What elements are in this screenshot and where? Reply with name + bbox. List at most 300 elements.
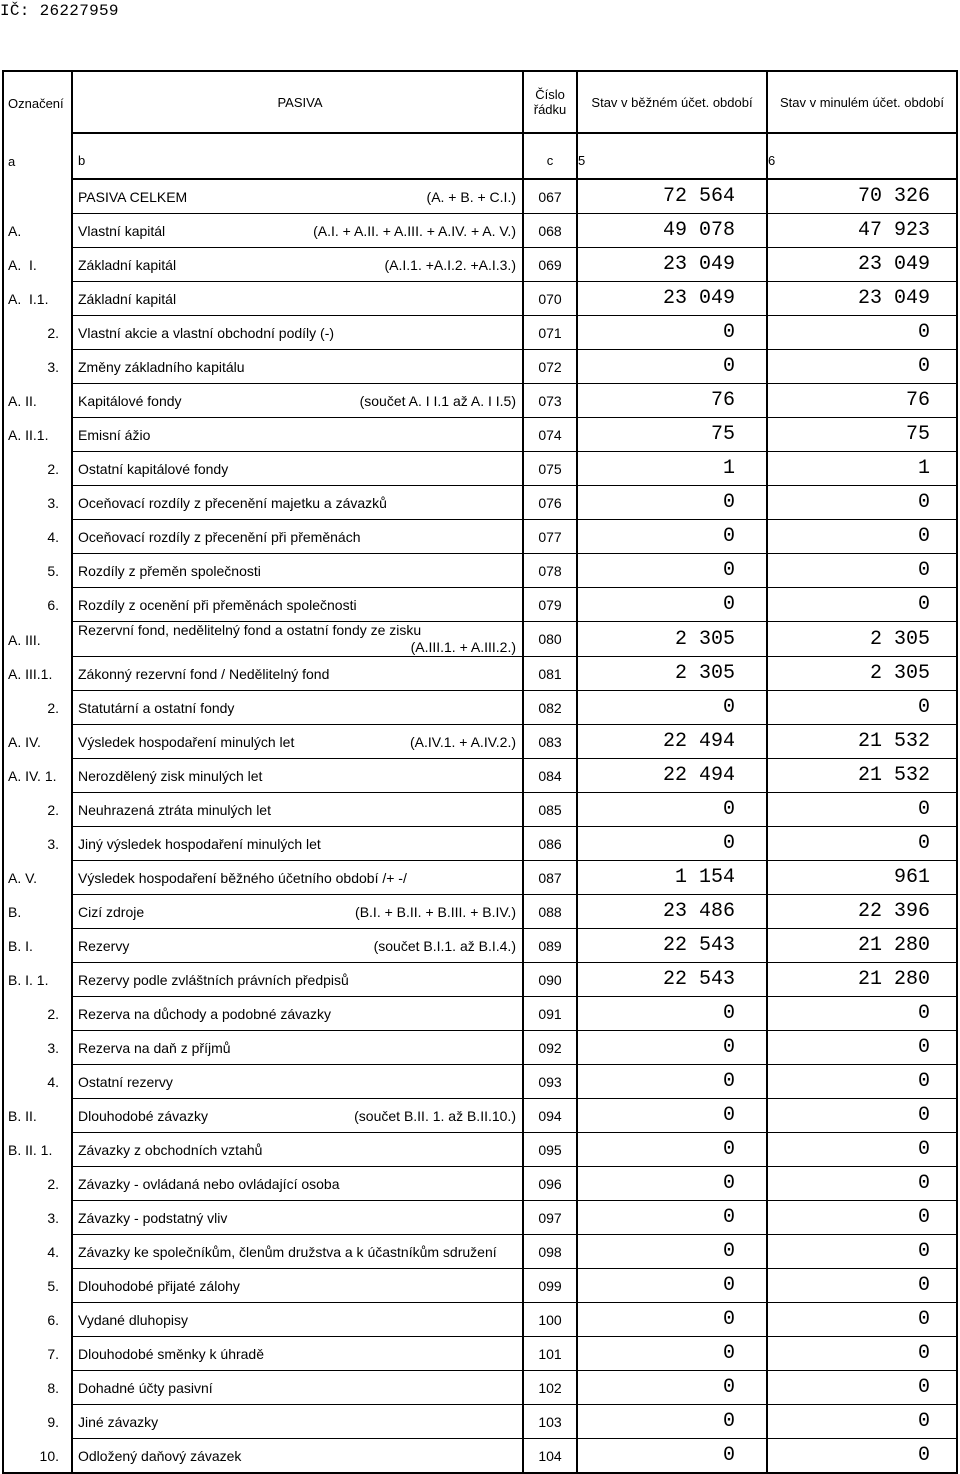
row-oznaceni: 10. [2, 1439, 71, 1474]
row-previous-period-cell [766, 384, 958, 418]
row-description [71, 1099, 522, 1133]
row-previous-period-cell [766, 1235, 958, 1269]
row-current-period-value: 0 [722, 1376, 735, 1399]
row-text: Dlouhodobé závazky [78, 1107, 208, 1124]
row-description [71, 180, 522, 214]
row-current-period-cell [576, 452, 766, 486]
table-row [2, 1133, 958, 1167]
row-previous-period-cell [766, 793, 958, 827]
row-number: 070 [522, 282, 576, 316]
row-current-period-value: 1 [722, 457, 735, 480]
row-current-period-value: 23 486 [662, 900, 735, 923]
row-current-period-cell [576, 520, 766, 554]
row-previous-period-value: 22 396 [857, 900, 930, 923]
row-previous-period-cell [766, 1065, 958, 1099]
row-text: Ostatní rezervy [78, 1073, 173, 1090]
row-previous-period-cell [766, 520, 958, 554]
row-description [71, 1167, 522, 1201]
row-previous-period-value: 0 [917, 1376, 930, 1399]
row-oznaceni: A. III. [2, 622, 71, 657]
row-current-period-value: 0 [722, 1206, 735, 1229]
row-previous-period-cell [766, 622, 958, 657]
row-number: 081 [522, 657, 576, 691]
row-previous-period-cell [766, 759, 958, 793]
row-number: 092 [522, 1031, 576, 1065]
row-number: 072 [522, 350, 576, 384]
table-row [2, 520, 958, 554]
row-previous-period-value: 0 [917, 1444, 930, 1467]
table-row [2, 1099, 958, 1133]
row-text: Závazky - podstatný vliv [78, 1209, 228, 1226]
row-oznaceni: 2. [2, 691, 71, 725]
row-current-period-value: 0 [722, 593, 735, 616]
table-row [2, 248, 958, 282]
row-current-period-value: 0 [722, 1002, 735, 1025]
row-oznaceni: 3. [2, 1031, 71, 1065]
row-text: Odložený daňový závazek [78, 1447, 242, 1464]
row-oznaceni: 2. [2, 452, 71, 486]
row-description [71, 895, 522, 929]
row-current-period-cell [576, 350, 766, 384]
row-number: 078 [522, 554, 576, 588]
row-current-period-value: 0 [722, 355, 735, 378]
row-previous-period-cell [766, 1133, 958, 1167]
row-previous-period-cell [766, 1303, 958, 1337]
row-previous-period-cell [766, 691, 958, 725]
row-previous-period-value: 0 [917, 1104, 930, 1127]
row-text: Rozdíly z přeměn společnosti [78, 562, 261, 579]
header-stav-minule: Stav v minulém účet. období [766, 70, 958, 134]
row-previous-period-cell [766, 861, 958, 895]
row-current-period-value: 0 [722, 559, 735, 582]
row-text: Vlastní kapitál [78, 222, 166, 239]
row-oznaceni: 2. [2, 316, 71, 350]
row-text: Závazky ke společníkům, členům družstva a k účastníkům sdružení [78, 1243, 497, 1260]
subheader-5: 5 [576, 134, 766, 180]
row-oznaceni: 6. [2, 1303, 71, 1337]
row-previous-period-value: 0 [917, 491, 930, 514]
row-current-period-value: 0 [722, 1070, 735, 1093]
row-current-period-cell [576, 180, 766, 214]
row-previous-period-cell [766, 452, 958, 486]
row-current-period-cell [576, 418, 766, 452]
row-current-period-cell [576, 1133, 766, 1167]
row-description [71, 1337, 522, 1371]
row-description [71, 1371, 522, 1405]
table-row [2, 793, 958, 827]
table-row [2, 963, 958, 997]
row-formula: (A.I.1. +A.I.2. +A.I.3.) [384, 256, 516, 273]
row-previous-period-value: 47 923 [857, 219, 930, 242]
row-previous-period-cell [766, 1405, 958, 1439]
row-current-period-cell [576, 316, 766, 350]
row-number: 075 [522, 452, 576, 486]
table-row [2, 1235, 958, 1269]
row-text: Vlastní akcie a vlastní obchodní podíly (-) [78, 324, 335, 341]
row-text: Zákonný rezervní fond / Nedělitelný fond [78, 665, 330, 682]
row-description [71, 861, 522, 895]
row-current-period-value: 22 494 [662, 730, 735, 753]
header-stav-bezne: Stav v běžném účet. období [576, 70, 766, 134]
row-text: Jiné závazky [78, 1413, 159, 1430]
row-text: Rezerva na daň z příjmů [78, 1039, 231, 1056]
row-previous-period-cell [766, 963, 958, 997]
row-number: 088 [522, 895, 576, 929]
row-current-period-cell [576, 1337, 766, 1371]
row-previous-period-value: 0 [917, 1002, 930, 1025]
row-description [71, 827, 522, 861]
table-row [2, 486, 958, 520]
row-oznaceni: 4. [2, 520, 71, 554]
table-row [2, 316, 958, 350]
row-current-period-value: 0 [722, 1240, 735, 1263]
row-previous-period-value: 0 [917, 1410, 930, 1433]
row-number: 095 [522, 1133, 576, 1167]
row-oznaceni: A. V. [2, 861, 71, 895]
row-description [71, 997, 522, 1031]
row-description [71, 1201, 522, 1235]
table-row [2, 759, 958, 793]
row-oznaceni: A. II. [2, 384, 71, 418]
row-previous-period-value: 0 [917, 355, 930, 378]
table-row [2, 452, 958, 486]
row-current-period-cell [576, 1235, 766, 1269]
row-current-period-cell [576, 1201, 766, 1235]
row-previous-period-cell [766, 1201, 958, 1235]
row-description [71, 793, 522, 827]
table-row [2, 997, 958, 1031]
row-current-period-cell [576, 384, 766, 418]
row-number: 080 [522, 622, 576, 657]
row-previous-period-cell [766, 827, 958, 861]
row-text: Statutární a ostatní fondy [78, 699, 235, 716]
row-previous-period-cell [766, 895, 958, 929]
row-current-period-cell [576, 1371, 766, 1405]
table-row [2, 1439, 958, 1474]
row-description [71, 691, 522, 725]
row-text: Základní kapitál [78, 256, 177, 273]
row-description [71, 486, 522, 520]
row-oznaceni: B. II. 1. [2, 1133, 71, 1167]
row-previous-period-cell [766, 554, 958, 588]
row-previous-period-value: 0 [917, 1138, 930, 1161]
row-previous-period-value: 21 280 [857, 934, 930, 957]
row-text: Ostatní kapitálové fondy [78, 460, 229, 477]
row-current-period-cell [576, 1065, 766, 1099]
row-current-period-value: 1 154 [674, 866, 735, 889]
row-oznaceni: 5. [2, 554, 71, 588]
row-current-period-value: 0 [722, 1308, 735, 1331]
row-previous-period-cell [766, 418, 958, 452]
row-current-period-value: 49 078 [662, 219, 735, 242]
row-text: Jiný výsledek hospodaření minulých let [78, 835, 321, 852]
table-row [2, 350, 958, 384]
table-row [2, 1065, 958, 1099]
row-text: Dohadné účty pasivní [78, 1379, 213, 1396]
table-row [2, 1371, 958, 1405]
row-previous-period-value: 0 [917, 593, 930, 616]
row-current-period-cell [576, 1031, 766, 1065]
row-current-period-cell [576, 554, 766, 588]
row-number: 077 [522, 520, 576, 554]
row-description [71, 622, 522, 657]
row-current-period-cell [576, 486, 766, 520]
row-current-period-cell [576, 1099, 766, 1133]
row-previous-period-cell [766, 214, 958, 248]
row-previous-period-cell [766, 1031, 958, 1065]
row-previous-period-value: 70 326 [857, 185, 930, 208]
row-number: 093 [522, 1065, 576, 1099]
row-previous-period-cell [766, 282, 958, 316]
row-description [71, 316, 522, 350]
row-number: 089 [522, 929, 576, 963]
row-oznaceni: B. I. [2, 929, 71, 963]
row-number: 102 [522, 1371, 576, 1405]
row-number: 082 [522, 691, 576, 725]
row-previous-period-cell [766, 997, 958, 1031]
row-text: PASIVA CELKEM [78, 188, 188, 205]
table-row [2, 1303, 958, 1337]
row-description [71, 350, 522, 384]
row-current-period-value: 22 543 [662, 934, 735, 957]
row-number: 104 [522, 1439, 576, 1474]
table-row [2, 1201, 958, 1235]
row-current-period-cell [576, 1303, 766, 1337]
row-number: 085 [522, 793, 576, 827]
table-row [2, 1031, 958, 1065]
row-description [71, 1303, 522, 1337]
row-previous-period-value: 1 [917, 457, 930, 480]
row-number: 103 [522, 1405, 576, 1439]
row-oznaceni: 3. [2, 486, 71, 520]
row-description [71, 725, 522, 759]
row-description [71, 929, 522, 963]
row-formula: (B.I. + B.II. + B.III. + B.IV.) [355, 903, 516, 920]
header-oznaceni: Označení [2, 70, 71, 134]
row-text: Kapitálové fondy [78, 392, 182, 409]
table-row [2, 1337, 958, 1371]
row-current-period-value: 0 [722, 321, 735, 344]
row-current-period-value: 0 [722, 798, 735, 821]
row-number: 086 [522, 827, 576, 861]
row-previous-period-value: 0 [917, 832, 930, 855]
row-current-period-value: 0 [722, 1172, 735, 1195]
row-number: 091 [522, 997, 576, 1031]
row-formula: (součet B.I.1. až B.I.4.) [373, 937, 516, 954]
row-current-period-cell [576, 1167, 766, 1201]
row-current-period-value: 0 [722, 1274, 735, 1297]
row-description [71, 282, 522, 316]
row-description [71, 214, 522, 248]
row-current-period-cell [576, 861, 766, 895]
table-subheader-row [2, 134, 958, 180]
row-text: Vydané dluhopisy [78, 1311, 189, 1328]
row-number: 097 [522, 1201, 576, 1235]
row-oznaceni: A. IV. 1. [2, 759, 71, 793]
row-description [71, 554, 522, 588]
row-current-period-cell [576, 1439, 766, 1474]
row-previous-period-value: 0 [917, 1172, 930, 1195]
row-text: Rozdíly z ocenění při přeměnách společnosti [78, 596, 357, 613]
row-text: Dlouhodobé přijaté zálohy [78, 1277, 240, 1294]
row-number: 071 [522, 316, 576, 350]
row-description [71, 1133, 522, 1167]
row-current-period-value: 76 [710, 389, 735, 412]
row-number: 087 [522, 861, 576, 895]
row-previous-period-value: 0 [917, 1308, 930, 1331]
row-previous-period-cell [766, 486, 958, 520]
row-current-period-value: 0 [722, 1138, 735, 1161]
row-previous-period-cell [766, 180, 958, 214]
table-row [2, 180, 958, 214]
row-text: Oceňovací rozdíly z přecenění majetku a závazků [78, 494, 387, 511]
table-row [2, 384, 958, 418]
row-current-period-value: 0 [722, 525, 735, 548]
header-cislo-radku: Číslo řádku [522, 70, 576, 134]
row-previous-period-cell [766, 725, 958, 759]
row-description [71, 1065, 522, 1099]
row-previous-period-cell [766, 1439, 958, 1474]
row-number: 079 [522, 588, 576, 622]
row-current-period-value: 23 049 [662, 287, 735, 310]
row-previous-period-value: 0 [917, 559, 930, 582]
row-previous-period-cell [766, 657, 958, 691]
row-number: 074 [522, 418, 576, 452]
row-text: Oceňovací rozdíly z přecenění při přeměnách [78, 528, 361, 545]
row-oznaceni: A. IV. [2, 725, 71, 759]
row-text: Rezervy [78, 937, 130, 954]
row-oznaceni: 8. [2, 1371, 71, 1405]
row-text: Cizí zdroje [78, 903, 145, 920]
row-previous-period-value: 21 280 [857, 968, 930, 991]
row-current-period-cell [576, 282, 766, 316]
row-previous-period-value: 0 [917, 1240, 930, 1263]
row-number: 067 [522, 180, 576, 214]
row-current-period-cell [576, 214, 766, 248]
row-description [71, 1235, 522, 1269]
row-previous-period-value: 21 532 [857, 764, 930, 787]
row-current-period-value: 22 494 [662, 764, 735, 787]
row-previous-period-value: 0 [917, 525, 930, 548]
row-current-period-cell [576, 827, 766, 861]
row-formula: (A.I. + A.II. + A.III. + A.IV. + A. V.) [313, 222, 516, 239]
row-text: Dlouhodobé směnky k úhradě [78, 1345, 265, 1362]
row-current-period-cell [576, 1269, 766, 1303]
row-oznaceni [2, 180, 71, 214]
table-row [2, 1269, 958, 1303]
row-previous-period-cell [766, 588, 958, 622]
row-current-period-value: 0 [722, 696, 735, 719]
row-oznaceni: 3. [2, 827, 71, 861]
table-row [2, 691, 958, 725]
table-row [2, 1405, 958, 1439]
table-row [2, 861, 958, 895]
row-description [71, 1439, 522, 1474]
row-oznaceni: 3. [2, 350, 71, 384]
row-oznaceni: B. [2, 895, 71, 929]
table-row [2, 895, 958, 929]
row-number: 083 [522, 725, 576, 759]
row-oznaceni: 7. [2, 1337, 71, 1371]
row-description [71, 384, 522, 418]
row-number: 094 [522, 1099, 576, 1133]
row-formula: (A.III.1. + A.III.2.) [410, 639, 516, 655]
row-oznaceni: 6. [2, 588, 71, 622]
row-current-period-cell [576, 657, 766, 691]
subheader-6: 6 [766, 134, 958, 180]
row-current-period-value: 2 305 [674, 662, 735, 685]
row-description [71, 588, 522, 622]
row-text: Rezervy podle zvláštních právních předpisů [78, 971, 349, 988]
row-text: Závazky - ovládaná nebo ovládající osoba [78, 1175, 340, 1192]
row-previous-period-cell [766, 1371, 958, 1405]
row-oznaceni: 2. [2, 997, 71, 1031]
row-formula: (součet B.II. 1. až B.II.10.) [354, 1107, 516, 1124]
row-previous-period-value: 23 049 [857, 253, 930, 276]
row-previous-period-value: 2 305 [869, 662, 930, 685]
row-description [71, 963, 522, 997]
row-current-period-cell [576, 895, 766, 929]
row-number: 101 [522, 1337, 576, 1371]
table-row [2, 554, 958, 588]
row-current-period-cell [576, 759, 766, 793]
row-oznaceni: 2. [2, 793, 71, 827]
row-current-period-cell [576, 248, 766, 282]
row-previous-period-value: 2 305 [869, 627, 930, 651]
row-current-period-cell [576, 793, 766, 827]
row-description [71, 1031, 522, 1065]
row-previous-period-value: 0 [917, 798, 930, 821]
header-pasiva: PASIVA [71, 70, 522, 134]
row-previous-period-value: 23 049 [857, 287, 930, 310]
row-oznaceni: 4. [2, 1065, 71, 1099]
row-current-period-cell [576, 1405, 766, 1439]
row-current-period-value: 0 [722, 1410, 735, 1433]
row-previous-period-value: 0 [917, 1342, 930, 1365]
row-description [71, 520, 522, 554]
row-oznaceni: 3. [2, 1201, 71, 1235]
row-previous-period-cell [766, 929, 958, 963]
row-formula: (A. + B. + C.I.) [426, 188, 516, 205]
row-current-period-value: 0 [722, 832, 735, 855]
row-current-period-value: 0 [722, 491, 735, 514]
subheader-b: b [71, 134, 522, 180]
row-previous-period-value: 0 [917, 321, 930, 344]
row-number: 084 [522, 759, 576, 793]
row-current-period-cell [576, 588, 766, 622]
table-body [2, 180, 958, 1474]
table-row [2, 725, 958, 759]
row-number: 068 [522, 214, 576, 248]
subheader-c: c [522, 134, 576, 180]
table-row [2, 622, 958, 657]
row-text: Neuhrazená ztráta minulých let [78, 801, 271, 818]
row-current-period-cell [576, 963, 766, 997]
row-number: 098 [522, 1235, 576, 1269]
row-text: Základní kapitál [78, 290, 177, 307]
row-description [71, 759, 522, 793]
row-current-period-value: 0 [722, 1104, 735, 1127]
row-current-period-value: 2 305 [674, 627, 735, 651]
row-previous-period-cell [766, 1337, 958, 1371]
row-previous-period-cell [766, 1269, 958, 1303]
row-text: Rezerva na důchody a podobné závazky [78, 1005, 331, 1022]
row-text: Závazky z obchodních vztahů [78, 1141, 263, 1158]
row-oznaceni: A. [2, 214, 71, 248]
row-current-period-value: 0 [722, 1036, 735, 1059]
row-oznaceni: 5. [2, 1269, 71, 1303]
row-current-period-value: 0 [722, 1444, 735, 1467]
